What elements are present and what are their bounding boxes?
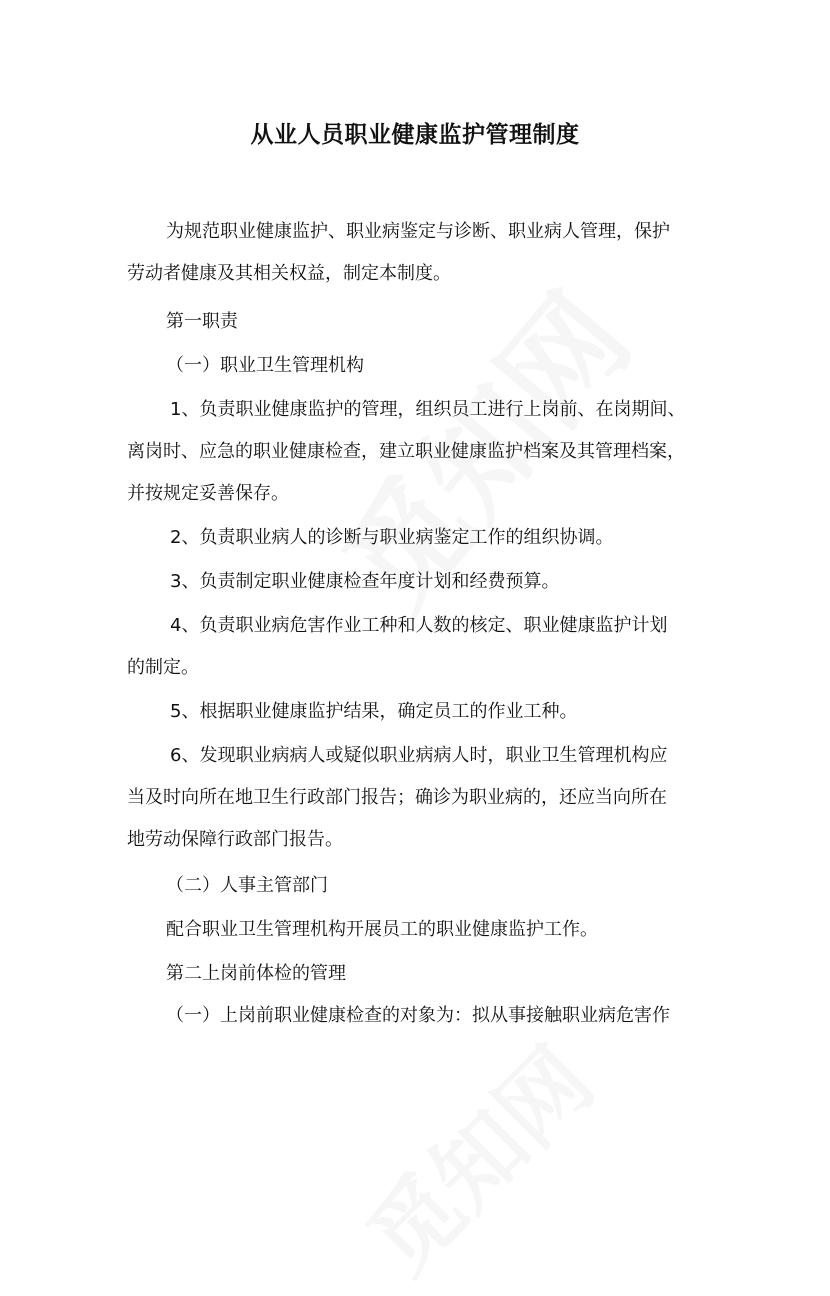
paragraph-line: 5、根据职业健康监护结果，确定员工的作业工种。 bbox=[170, 701, 578, 722]
paragraph-line: 2、负责职业病人的诊断与职业病鉴定工作的组织协调。 bbox=[170, 527, 614, 548]
paragraph-line: （一）上岗前职业健康检查的对象为：拟从事接触职业病危害作 bbox=[166, 1005, 670, 1026]
paragraph-line: 为规范职业健康监护、职业病鉴定与诊断、职业病人管理，保护 bbox=[166, 221, 670, 242]
paragraph-line: 劳动者健康及其相关权益，制定本制度。 bbox=[127, 263, 451, 284]
paragraph-line: 配合职业卫生管理机构开展员工的职业健康监护工作。 bbox=[166, 919, 598, 940]
paragraph-line: 的制定。 bbox=[127, 657, 199, 678]
subsection-heading: （二）人事主管部门 bbox=[166, 875, 328, 896]
subsection-heading: （一）职业卫生管理机构 bbox=[166, 355, 364, 376]
paragraph-line: 离岗时、应急的职业健康检查，建立职业健康监护档案及其管理档案， bbox=[127, 441, 685, 462]
watermark-lower bbox=[334, 1014, 617, 1296]
paragraph-line: 并按规定妥善保存。 bbox=[127, 483, 289, 504]
paragraph-line: 4、负责职业病危害作业工种和人数的核定、职业健康监护计划 bbox=[170, 615, 668, 636]
paragraph-line: 3、负责制定职业健康检查年度计划和经费预算。 bbox=[170, 571, 560, 592]
paragraph-line: 1、负责职业健康监护的管理，组织员工进行上岗前、在岗期间、 bbox=[170, 399, 686, 420]
document-title: 从业人员职业健康监护管理制度 bbox=[250, 122, 580, 148]
paragraph-line: 6、发现职业病病人或疑似职业病病人时，职业卫生管理机构应 bbox=[170, 745, 668, 766]
paragraph-line: 地劳动保障行政部门报告。 bbox=[127, 829, 343, 850]
section-heading: 第一职责 bbox=[166, 311, 238, 332]
paragraph-line: 当及时向所在地卫生行政部门报告；确诊为职业病的，还应当向所在 bbox=[127, 787, 667, 808]
section-heading: 第二上岗前体检的管理 bbox=[166, 963, 346, 984]
